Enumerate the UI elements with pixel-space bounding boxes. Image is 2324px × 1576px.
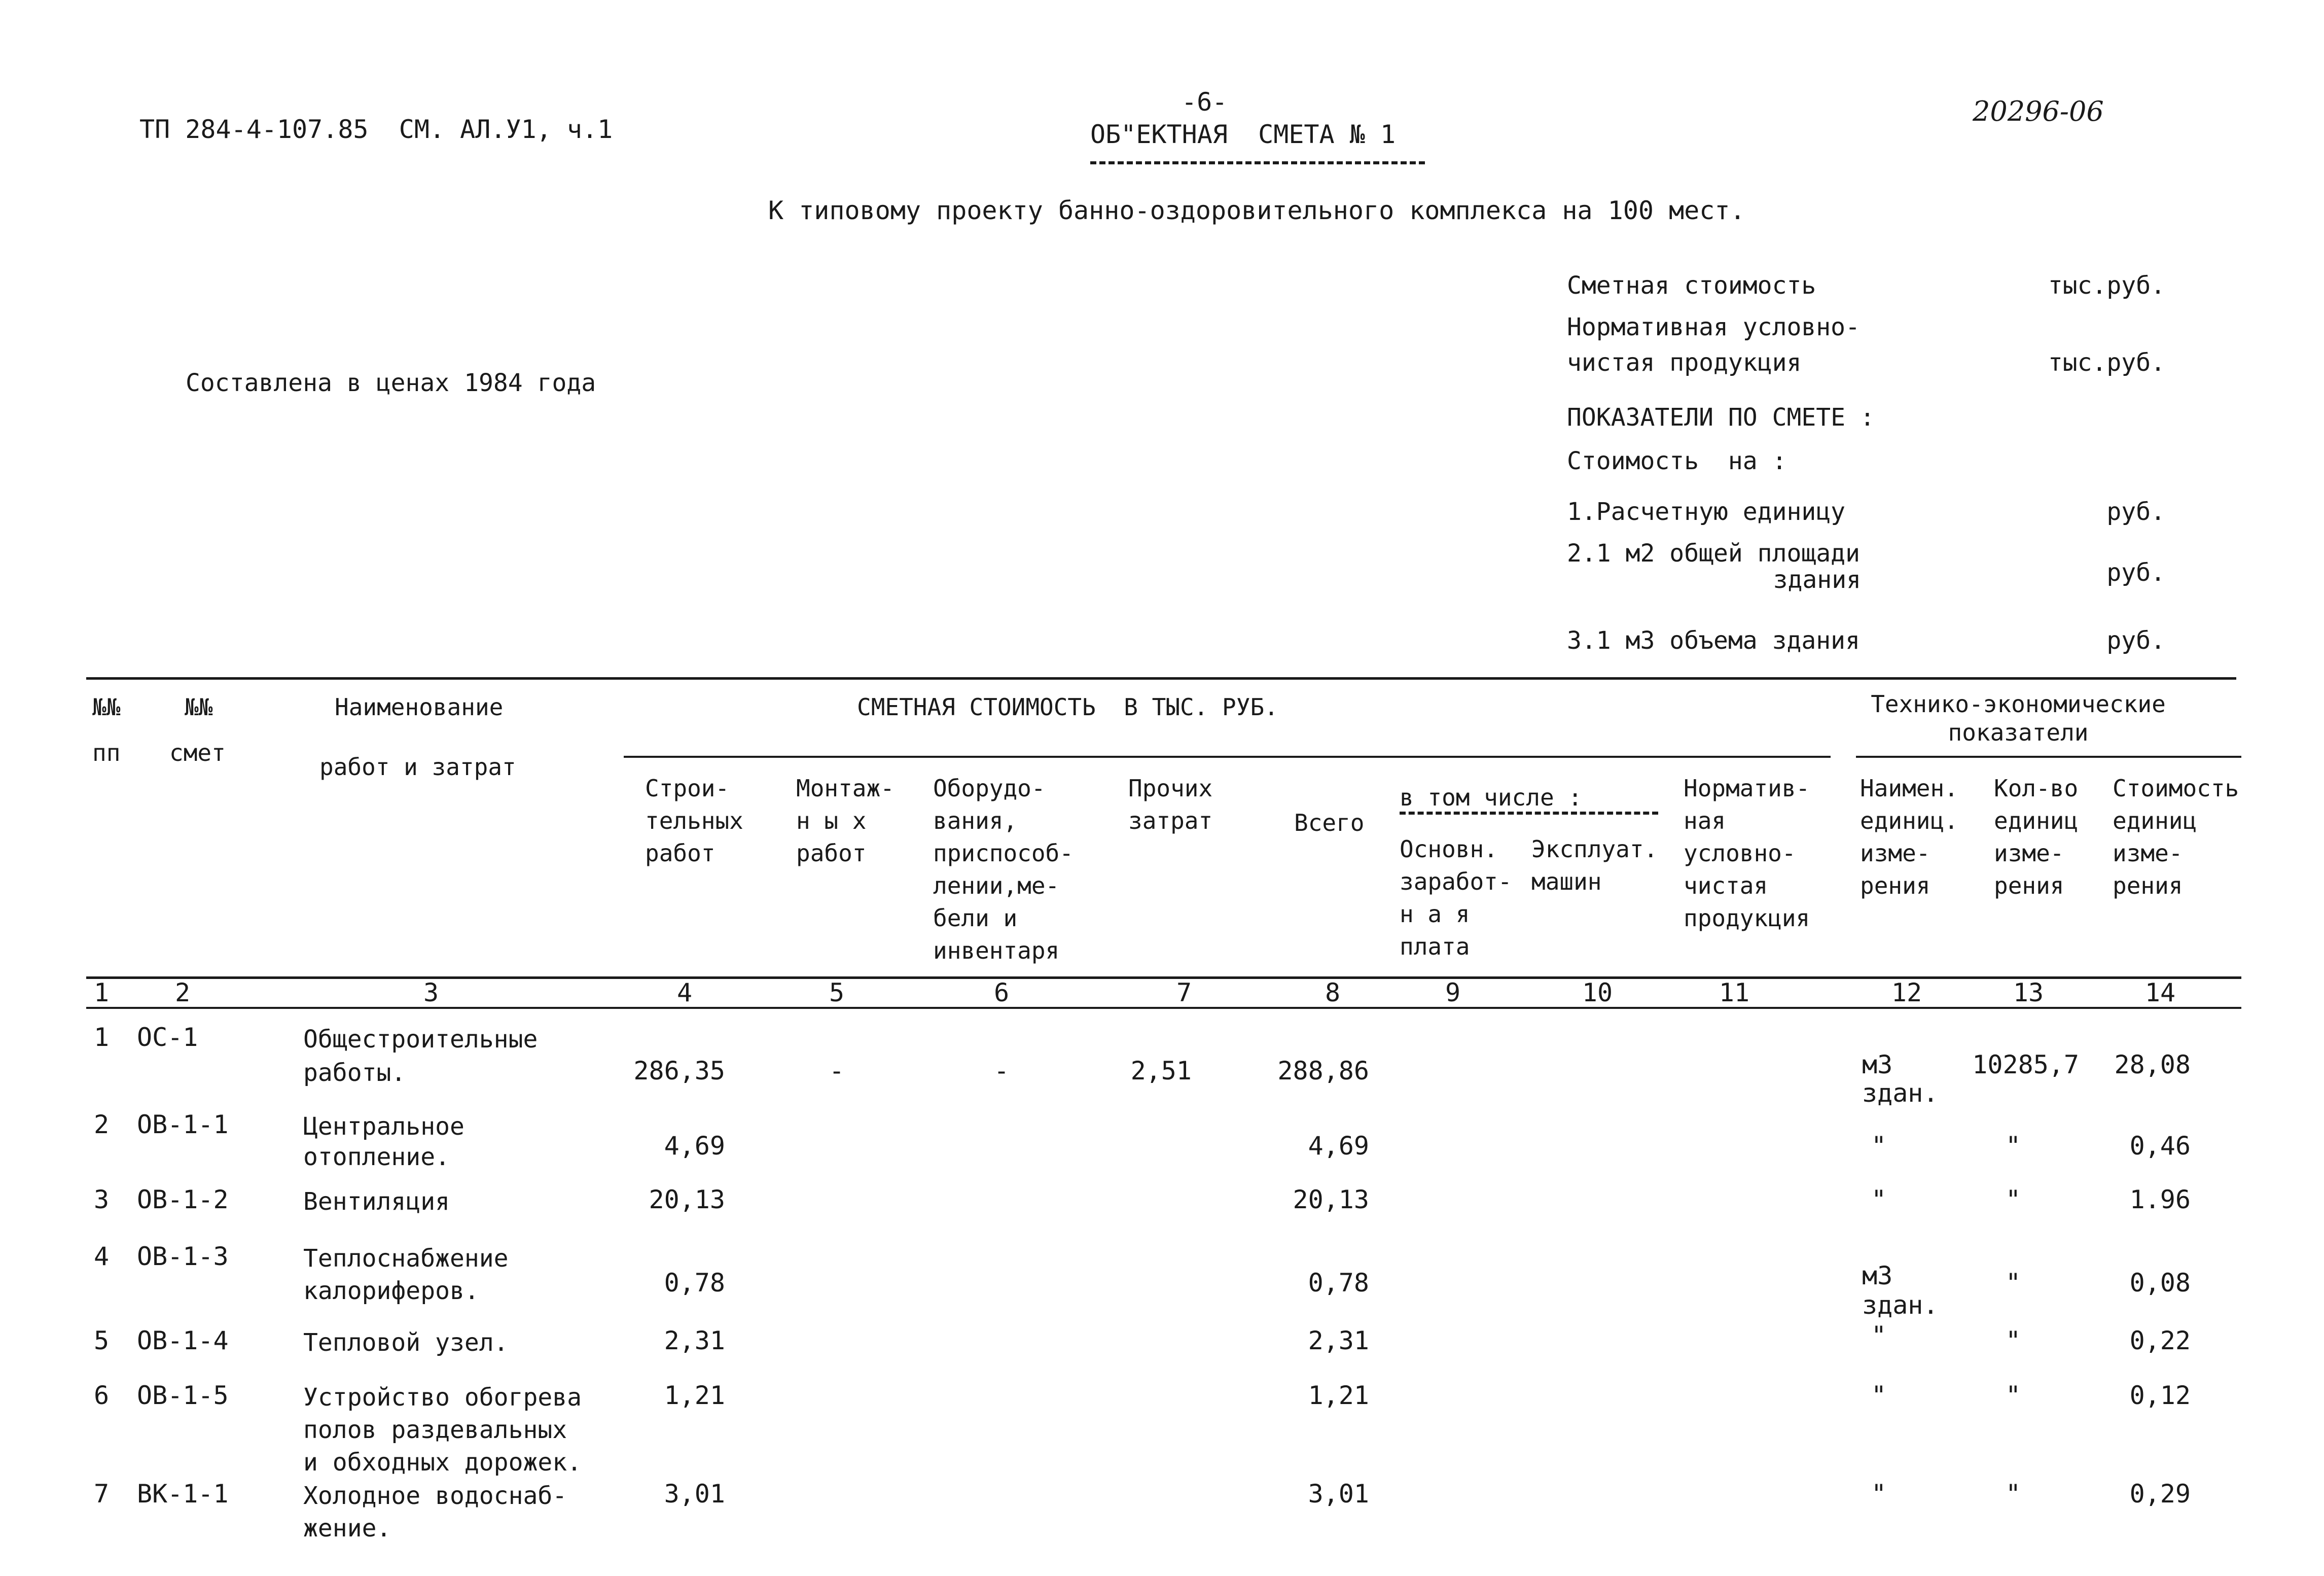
col-number: 2 <box>174 978 191 1007</box>
cell-total: 0,78 <box>1308 1268 1369 1298</box>
col-header-12: Наимен. единиц. изме- рения <box>1860 775 1958 899</box>
cell-unit-cost: 0,29 <box>2129 1479 2191 1509</box>
col-number: 8 <box>1325 978 1341 1007</box>
cell-construction: 20,13 <box>649 1185 725 1214</box>
indicator-item-3: 3.1 м3 объема здания <box>1567 626 1860 655</box>
col-header-2b: смет <box>169 739 226 766</box>
cell-total: 288,86 <box>1277 1056 1369 1085</box>
cell-quantity: " <box>2006 1326 2021 1355</box>
row-name-line: полов раздевальных <box>303 1416 567 1444</box>
row-code: ОВ-1-2 <box>137 1185 229 1214</box>
col-number: 5 <box>829 978 845 1007</box>
row-code: ОВ-1-4 <box>137 1326 229 1355</box>
col-header-13: Кол-во единиц изме- рения <box>1994 775 2079 899</box>
row-code: ОВ-1-3 <box>137 1242 229 1271</box>
cell-unit: м3 <box>1862 1050 1893 1079</box>
col-number: 9 <box>1445 978 1461 1007</box>
row-name-line: Устройство обогрева <box>303 1383 582 1412</box>
document-subtitle: К типовому проекту банно-оздоровительного комплекса на 100 мест. <box>768 196 1745 225</box>
cost-group-title: СМЕТНАЯ СТОИМОСТЬ В ТЫС. РУБ. <box>857 693 1278 721</box>
cell-total: 1,21 <box>1308 1381 1369 1410</box>
cell-quantity: " <box>2006 1185 2021 1214</box>
col-number: 14 <box>2144 978 2176 1007</box>
cost-label: Сметная стоимость <box>1567 271 1816 300</box>
row-name-line: калориферов. <box>303 1277 479 1305</box>
cell-construction: 286,35 <box>633 1056 725 1085</box>
cell-unit: м3 <box>1862 1261 1893 1290</box>
cell-unit-cost: 1.96 <box>2129 1185 2191 1214</box>
indicator-item-2a: 2.1 м2 общей площади <box>1567 539 1860 568</box>
row-code: ОВ-1-1 <box>137 1110 229 1139</box>
norm-label-1: Нормативная условно- <box>1567 313 1860 341</box>
col-header-5: Монтаж- н ы х работ <box>796 775 895 867</box>
cell-unit-b: здан. <box>1862 1078 1939 1108</box>
norm-label-2: чистая продукция <box>1567 348 1802 377</box>
col-header-7: Прочих затрат <box>1128 775 1213 834</box>
prices-note: Составлена в ценах 1984 года <box>186 369 596 397</box>
cell-construction: 2,31 <box>664 1326 725 1355</box>
col-header-4: Строи- тельных работ <box>645 775 743 867</box>
cell-mounting: - <box>829 1056 845 1085</box>
cell-unit-b: здан. <box>1862 1290 1939 1320</box>
cell-construction: 0,78 <box>664 1268 725 1298</box>
cell-quantity: " <box>2006 1479 2021 1509</box>
page-number: -6- <box>1182 87 1228 117</box>
col-header-9: Основн. заработ- н а я плата <box>1400 835 1512 960</box>
document-code: ТП 284-4-107.85 СМ. АЛ.У1, ч.1 <box>139 115 613 144</box>
row-code: ВК-1-1 <box>137 1479 229 1509</box>
row-number: 4 <box>94 1242 110 1271</box>
row-number: 7 <box>94 1479 110 1509</box>
cell-total: 4,69 <box>1308 1131 1369 1161</box>
col-header-1b: пп <box>92 739 121 766</box>
cell-quantity: " <box>2006 1268 2021 1298</box>
indicator-item-1: 1.Расчетную единицу <box>1567 498 1846 526</box>
col-header-2a: №№ <box>185 693 213 721</box>
cell-unit-cost: 0,08 <box>2129 1268 2191 1298</box>
cell-other: 2,51 <box>1130 1056 1192 1085</box>
col-header-14: Стоимость единиц изме- рения <box>2113 775 2239 899</box>
row-name-line: Холодное водоснаб- <box>303 1482 567 1510</box>
cell-unit-cost: 0,46 <box>2129 1131 2191 1161</box>
row-number: 3 <box>94 1185 110 1214</box>
row-number: 5 <box>94 1326 110 1355</box>
cell-equipment: - <box>993 1056 1010 1085</box>
col-header-3b: работ и затрат <box>319 753 516 781</box>
cell-quantity: " <box>2006 1381 2021 1410</box>
cell-unit-cost: 0,22 <box>2129 1326 2191 1355</box>
cell-unit-cost: 0,12 <box>2129 1381 2191 1410</box>
tech-group-title-a: Технико-экономические <box>1871 690 2166 718</box>
cost-group-rule <box>624 756 1831 758</box>
cell-unit: " <box>1871 1131 1887 1161</box>
col-header-1a: №№ <box>92 693 121 721</box>
row-name-line: отопление. <box>303 1143 450 1171</box>
col-number: 13 <box>2013 978 2044 1007</box>
cost-unit: тыс.руб. <box>2048 271 2165 300</box>
row-name-line: Тепловой узел. <box>303 1328 509 1357</box>
col-number: 10 <box>1582 978 1613 1007</box>
row-code: ОС-1 <box>137 1023 198 1052</box>
row-code: ОВ-1-5 <box>137 1381 229 1410</box>
cell-construction: 3,01 <box>664 1479 725 1509</box>
row-name-line: Теплоснабжение <box>303 1244 509 1273</box>
tech-group-title-b: показатели <box>1948 719 2089 746</box>
row-number: 2 <box>94 1110 110 1139</box>
cell-unit: " <box>1871 1185 1887 1214</box>
col-number: 11 <box>1719 978 1750 1007</box>
cell-construction: 1,21 <box>664 1381 725 1410</box>
indicator-item-3-unit: руб. <box>2106 626 2165 655</box>
col-number: 3 <box>423 978 439 1007</box>
cell-total: 20,13 <box>1293 1185 1369 1214</box>
tech-group-rule <box>1856 756 2241 758</box>
archive-number: 20296-06 <box>1973 95 2104 127</box>
cost-per-label: Стоимость на : <box>1567 447 1787 475</box>
cell-unit-cost: 28,08 <box>2114 1050 2191 1079</box>
row-name-line: Общестроительные <box>303 1025 538 1054</box>
cell-total: 2,31 <box>1308 1326 1369 1355</box>
col-header-10: Эксплуат. машин <box>1531 835 1658 895</box>
cell-quantity: " <box>2006 1131 2021 1161</box>
col-header-3a: Наименование <box>335 693 504 721</box>
col-header-8: Всего <box>1294 809 1365 836</box>
row-name-line: жение. <box>303 1514 391 1543</box>
indicators-title: ПОКАЗАТЕЛИ ПО СМЕТЕ : <box>1567 403 1875 432</box>
col-header-6: Оборудо- вания, приспособ- лении,ме- бели и инвентаря <box>933 775 1074 964</box>
cell-construction: 4,69 <box>664 1131 725 1161</box>
row-name-line: работы. <box>303 1059 406 1087</box>
row-number: 6 <box>94 1381 110 1410</box>
including-label: в том числе : <box>1400 784 1583 811</box>
cell-unit: " <box>1871 1479 1887 1509</box>
col-number: 12 <box>1891 978 1922 1007</box>
cell-unit: " <box>1871 1381 1887 1410</box>
col-header-11: Норматив- ная условно- чистая продукция <box>1684 775 1810 932</box>
cell-total: 3,01 <box>1308 1479 1369 1509</box>
norm-unit: тыс.руб. <box>2048 348 2165 377</box>
row-number: 1 <box>94 1023 110 1052</box>
cell-unit: " <box>1871 1321 1887 1350</box>
title-underline <box>1090 161 1425 164</box>
col-number: 7 <box>1176 978 1192 1007</box>
cell-quantity: 10285,7 <box>1972 1050 2079 1079</box>
row-name-line: Центральное <box>303 1112 464 1141</box>
col-number: 1 <box>93 978 110 1007</box>
row-name-line: Вентиляция <box>303 1187 450 1216</box>
indicator-item-1-unit: руб. <box>2106 498 2165 526</box>
table-top-rule <box>86 677 2236 680</box>
indicator-item-2-unit: руб. <box>2106 558 2165 587</box>
indicator-item-2b: здания <box>1773 566 1861 594</box>
col-number: 4 <box>676 978 693 1007</box>
document-title: ОБ"ЕКТНАЯ СМЕТА № 1 <box>1090 120 1396 149</box>
col-number: 6 <box>993 978 1010 1007</box>
row-name-line: и обходных дорожек. <box>303 1448 582 1477</box>
